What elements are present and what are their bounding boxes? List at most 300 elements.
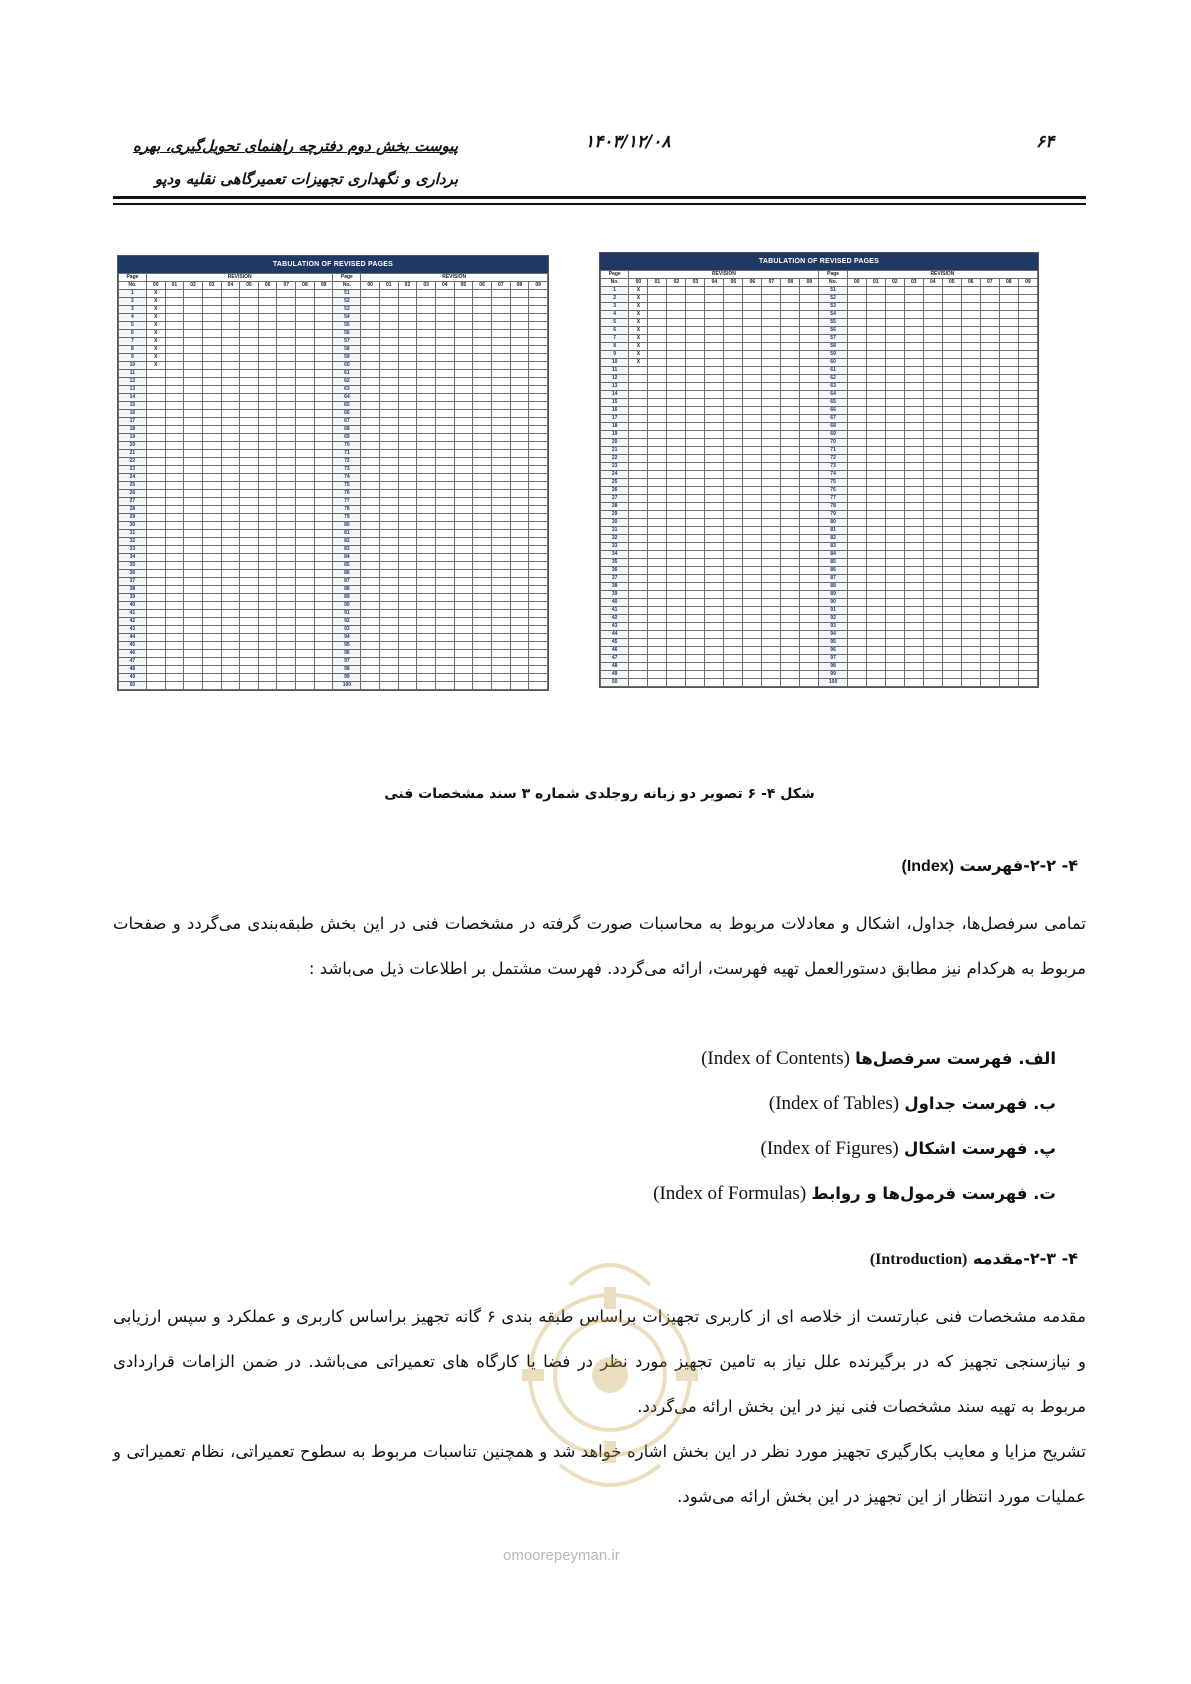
revision-cell [417, 354, 436, 362]
revision-table-title: TABULATION OF REVISED PAGES [118, 256, 548, 273]
table-row [119, 522, 548, 530]
revision-cell [296, 666, 315, 674]
revision-cell [961, 439, 980, 447]
revision-cell [221, 658, 240, 666]
revision-cell [491, 538, 510, 546]
revision-cell [648, 415, 667, 423]
revision-cell [705, 319, 724, 327]
page-number-cell: 51 [333, 290, 361, 298]
page-number-cell: 46 [119, 650, 147, 658]
revision-cell [491, 602, 510, 610]
revision-cell [885, 335, 904, 343]
page-number-cell: 58 [333, 346, 361, 354]
revision-cell [629, 455, 648, 463]
revision-cell [724, 311, 743, 319]
section-heading-index [902, 856, 1079, 876]
revision-cell [667, 631, 686, 639]
revision-cell [529, 378, 548, 386]
revision-cell [417, 418, 436, 426]
revision-cell [686, 639, 705, 647]
revision-cell [904, 631, 923, 639]
revision-cell [398, 346, 417, 354]
revision-cell [648, 295, 667, 303]
revision-cell [686, 559, 705, 567]
page-number-cell: 11 [119, 370, 147, 378]
revision-cell [417, 330, 436, 338]
revision-cell [885, 647, 904, 655]
revision-cell [866, 303, 885, 311]
revision-cell [277, 666, 296, 674]
revision-cell [866, 471, 885, 479]
revision-cell [398, 618, 417, 626]
page-number-cell: 32 [601, 535, 629, 543]
revision-cell [866, 487, 885, 495]
revision-cell [473, 322, 492, 330]
revision-cell [705, 647, 724, 655]
revision-cell [847, 583, 866, 591]
revision-cell [277, 538, 296, 546]
revision-cell [667, 455, 686, 463]
revision-cell [510, 442, 529, 450]
revision-cell [361, 586, 380, 594]
revision-cell [184, 562, 203, 570]
table-row [601, 351, 1038, 359]
revision-cell [529, 402, 548, 410]
revision-cell [184, 338, 203, 346]
revision-cell: X [629, 351, 648, 359]
revision-cell [146, 442, 165, 450]
revision-cell [417, 522, 436, 530]
revision-number: 09 [1018, 279, 1037, 287]
revision-cell [885, 471, 904, 479]
revision-cell [980, 447, 999, 455]
revision-cell [885, 303, 904, 311]
revision-cell [221, 482, 240, 490]
revision-cell [999, 551, 1018, 559]
revision-cell [1018, 463, 1037, 471]
revision-cell [221, 602, 240, 610]
table-row [119, 330, 548, 338]
revision-cell [510, 586, 529, 594]
revision-cell [648, 455, 667, 463]
page-number-cell: 36 [119, 570, 147, 578]
revision-cell [923, 431, 942, 439]
revision-cell [417, 466, 436, 474]
revision-cell [885, 295, 904, 303]
revision-cell [240, 666, 259, 674]
page-number-cell: 91 [819, 607, 847, 615]
revision-cell [221, 474, 240, 482]
revision-cell [942, 367, 961, 375]
revision-cell [510, 450, 529, 458]
revision-cell [847, 519, 866, 527]
revision-cell [398, 378, 417, 386]
revision-cell [258, 354, 277, 362]
revision-cell [866, 591, 885, 599]
revision-cell [510, 418, 529, 426]
revision-cell [398, 322, 417, 330]
revision-cell [629, 399, 648, 407]
revision-cell [296, 626, 315, 634]
revision-number: 06 [473, 282, 492, 290]
page-number-cell: 95 [333, 642, 361, 650]
revision-cell [629, 543, 648, 551]
revision-cell [473, 506, 492, 514]
revision-cell [724, 359, 743, 367]
revision-cell [1018, 623, 1037, 631]
revision-cell [648, 615, 667, 623]
revision-cell [146, 618, 165, 626]
revision-cell [686, 543, 705, 551]
revision-cell [417, 442, 436, 450]
table-row [601, 399, 1038, 407]
introduction-paragraph-2: تشریح مزایا و معایب بکارگیری تجهیز مورد نظر در این بخش اشاره خواهد شد و همچنین تناسبات مربوط به سطوح تعمیراتی، نظام تعمیراتی و عملیات مورد انتظار از این تجهیز در این بخش ارائه می‌شود. [113, 1442, 1086, 1506]
revision-cell [961, 663, 980, 671]
revision-cell [648, 583, 667, 591]
page-number-cell: 25 [601, 479, 629, 487]
revision-cell [529, 650, 548, 658]
revision-cell [800, 519, 819, 527]
revision-cell [866, 447, 885, 455]
revision-cell [781, 303, 800, 311]
revision-cell [648, 471, 667, 479]
revision-cell [667, 655, 686, 663]
revision-cell [1018, 647, 1037, 655]
revision-cell [202, 642, 221, 650]
revision-cell [510, 554, 529, 562]
revision-cell [277, 354, 296, 362]
revision-cell [762, 343, 781, 351]
page-number-cell: 86 [333, 570, 361, 578]
revision-cell [258, 506, 277, 514]
revision-cell [184, 610, 203, 618]
revision-cell [762, 327, 781, 335]
page-number-cell: 96 [333, 650, 361, 658]
table-row [601, 439, 1038, 447]
revision-cell [379, 586, 398, 594]
revision-cell [686, 663, 705, 671]
revision-cell [146, 402, 165, 410]
no-col-header: No. [333, 282, 361, 290]
revision-cell [1018, 439, 1037, 447]
revision-cell [743, 463, 762, 471]
revision-cell [847, 631, 866, 639]
revision-cell [866, 583, 885, 591]
revision-cell [510, 570, 529, 578]
revision-cell [667, 503, 686, 511]
revision-cell [999, 511, 1018, 519]
page-number-cell: 67 [333, 418, 361, 426]
revision-cell [296, 490, 315, 498]
revision-cell [146, 394, 165, 402]
header-rule-thick [113, 196, 1086, 199]
revision-cell [743, 671, 762, 679]
revision-cell [705, 359, 724, 367]
revision-cell [980, 351, 999, 359]
revision-cell [667, 543, 686, 551]
revision-cell [435, 650, 454, 658]
revision-cell [361, 442, 380, 450]
revision-cell [398, 586, 417, 594]
revision-cell [705, 311, 724, 319]
revision-cell [258, 418, 277, 426]
revision-cell [454, 418, 473, 426]
page-number-cell: 42 [601, 615, 629, 623]
revision-cell [361, 498, 380, 506]
revision-number: 01 [379, 282, 398, 290]
revision-cell [648, 391, 667, 399]
revision-cell [165, 490, 184, 498]
revision-cell [491, 370, 510, 378]
revision-cell [800, 335, 819, 343]
revision-cell [258, 522, 277, 530]
revision-cell [398, 362, 417, 370]
revision-cell [184, 506, 203, 514]
table-row [601, 359, 1038, 367]
revision-cell [202, 602, 221, 610]
revision-cell [904, 367, 923, 375]
revision-cell [629, 599, 648, 607]
revision-cell [379, 674, 398, 682]
revision-cell [165, 354, 184, 362]
revision-cell [296, 354, 315, 362]
revision-cell [961, 631, 980, 639]
revision-cell [435, 506, 454, 514]
revision-cell [667, 415, 686, 423]
revision-cell [781, 527, 800, 535]
revision-cell [454, 378, 473, 386]
revision-cell [202, 346, 221, 354]
revision-cell [923, 591, 942, 599]
revision-cell [296, 346, 315, 354]
revision-cell [454, 610, 473, 618]
revision-cell [221, 426, 240, 434]
revision-cell [491, 474, 510, 482]
revision-cell [686, 519, 705, 527]
revision-cell [629, 391, 648, 399]
revision-cell [529, 658, 548, 666]
page-number-cell: 82 [333, 538, 361, 546]
revision-cell: X [629, 343, 648, 351]
revision-cell [454, 402, 473, 410]
introduction-paragraph-1: مقدمه مشخصات فنی عبارتست از خلاصه ای از کاربری تجهیزات براساس طبقه بندی ۶ گانه تجهیز براساس کاربری و عملکرد و سپس ارزیابی و نیازسنجی تجهیز که در برگیرنده علل نیاز به تامین تجهیز مورد نظر در فضا یا کارگاه های تعمیراتی می‌باشد. در ضمن الزامات قراردادی مربوط به تهیه سند مشخصات فنی نیز در این بخش ارائه می‌گردد. [113, 1307, 1086, 1416]
revision-cell [417, 450, 436, 458]
revision-cell [221, 610, 240, 618]
revision-cell [885, 407, 904, 415]
revision-number: 02 [398, 282, 417, 290]
revision-cell [781, 407, 800, 415]
revision-cell [762, 455, 781, 463]
revision-cell [904, 455, 923, 463]
revision-cell [629, 423, 648, 431]
revision-cell [762, 599, 781, 607]
revision-cell [240, 530, 259, 538]
table-row [119, 634, 548, 642]
revision-col-header: REVISION [146, 274, 333, 282]
revision-cell [781, 295, 800, 303]
page-number-cell: 34 [601, 551, 629, 559]
revision-cell [724, 367, 743, 375]
revision-cell [686, 383, 705, 391]
revision-cell [417, 610, 436, 618]
revision-cell [800, 375, 819, 383]
revision-cell [885, 359, 904, 367]
revision-cell [904, 415, 923, 423]
revision-cell [866, 351, 885, 359]
page-number-cell: 71 [819, 447, 847, 455]
revision-cell [866, 479, 885, 487]
revision-cell [800, 495, 819, 503]
page-number-cell: 69 [819, 431, 847, 439]
revision-cell [866, 343, 885, 351]
revision-cell [781, 543, 800, 551]
revision-cell [510, 474, 529, 482]
table-row [119, 490, 548, 498]
revision-cell [221, 594, 240, 602]
revision-cell [165, 434, 184, 442]
revision-cell [296, 386, 315, 394]
revision-cell [705, 527, 724, 535]
revision-cell [942, 407, 961, 415]
revision-cell [473, 594, 492, 602]
revision-cell [705, 471, 724, 479]
revision-cell [146, 594, 165, 602]
revision-cell [904, 359, 923, 367]
revision-cell [847, 599, 866, 607]
revision-cell [510, 666, 529, 674]
revision-cell [885, 463, 904, 471]
no-col-header: No. [819, 279, 847, 287]
revision-cell [781, 559, 800, 567]
revision-cell [221, 434, 240, 442]
revision-cell [184, 458, 203, 466]
revision-cell [314, 458, 333, 466]
revision-cell [648, 623, 667, 631]
revision-number: 02 [667, 279, 686, 287]
revision-cell [435, 290, 454, 298]
revision-cell [491, 498, 510, 506]
revision-cell [240, 434, 259, 442]
revision-cell [277, 338, 296, 346]
revision-cell [866, 367, 885, 375]
revision-cell [146, 570, 165, 578]
page-number-cell: 53 [333, 306, 361, 314]
page-number-cell: 73 [333, 466, 361, 474]
revision-cell [258, 378, 277, 386]
revision-cell [847, 639, 866, 647]
revision-cell [724, 423, 743, 431]
revision-cell [529, 586, 548, 594]
table-row [601, 471, 1038, 479]
revision-cell [277, 498, 296, 506]
revision-cell [184, 378, 203, 386]
page-number-cell: 39 [601, 591, 629, 599]
revision-cell [942, 423, 961, 431]
revision-cell [686, 495, 705, 503]
revision-cell [454, 458, 473, 466]
revision-cell [762, 519, 781, 527]
revision-cell [961, 415, 980, 423]
table-row [119, 602, 548, 610]
revision-cell [648, 591, 667, 599]
revision-cell [980, 287, 999, 295]
revision-cell [314, 426, 333, 434]
revision-cell [800, 567, 819, 575]
revision-cell [435, 330, 454, 338]
revision-cell [705, 575, 724, 583]
revision-cell [296, 498, 315, 506]
revision-cell [781, 519, 800, 527]
revision-cell [473, 394, 492, 402]
revision-cell [648, 527, 667, 535]
revision-cell [961, 607, 980, 615]
revision-cell [866, 631, 885, 639]
revision-cell [165, 546, 184, 554]
revision-cell [417, 338, 436, 346]
revision-cell [435, 634, 454, 642]
revision-cell [277, 578, 296, 586]
revision-cell [417, 682, 436, 690]
revision-cell [491, 426, 510, 434]
revision-cell [923, 567, 942, 575]
revision-cell [510, 378, 529, 386]
revision-cell [781, 335, 800, 343]
page-number-cell: 24 [601, 471, 629, 479]
revision-cell [165, 338, 184, 346]
revision-cell [361, 578, 380, 586]
revision-cell [648, 575, 667, 583]
revision-cell [923, 351, 942, 359]
revision-cell [800, 543, 819, 551]
revision-cell [240, 314, 259, 322]
revision-cell [800, 503, 819, 511]
revision-cell [923, 335, 942, 343]
revision-cell [529, 490, 548, 498]
list-item-label: پ. فهرست اشکال [904, 1139, 1056, 1158]
revision-cell [629, 575, 648, 583]
revision-cell [686, 335, 705, 343]
revision-cell [629, 631, 648, 639]
revision-cell [379, 322, 398, 330]
revision-cell: X [629, 287, 648, 295]
revision-cell [866, 335, 885, 343]
revision-cell [629, 639, 648, 647]
revision-cell [847, 431, 866, 439]
revision-cell [961, 639, 980, 647]
revision-cell [847, 391, 866, 399]
revision-cell [184, 330, 203, 338]
revision-cell [942, 399, 961, 407]
revision-cell [296, 450, 315, 458]
revision-cell [743, 399, 762, 407]
revision-cell [629, 615, 648, 623]
revision-cell [923, 535, 942, 543]
revision-cell [762, 311, 781, 319]
revision-cell [724, 671, 743, 679]
revision-cell [724, 343, 743, 351]
revision-cell [361, 634, 380, 642]
revision-cell [686, 503, 705, 511]
page-number-cell: 80 [819, 519, 847, 527]
revision-cell [904, 391, 923, 399]
revision-cell [961, 599, 980, 607]
revision-cell [980, 391, 999, 399]
revision-cell [648, 327, 667, 335]
revision-cell [847, 487, 866, 495]
revision-cell [146, 538, 165, 546]
revision-cell [942, 463, 961, 471]
revision-cell [961, 583, 980, 591]
